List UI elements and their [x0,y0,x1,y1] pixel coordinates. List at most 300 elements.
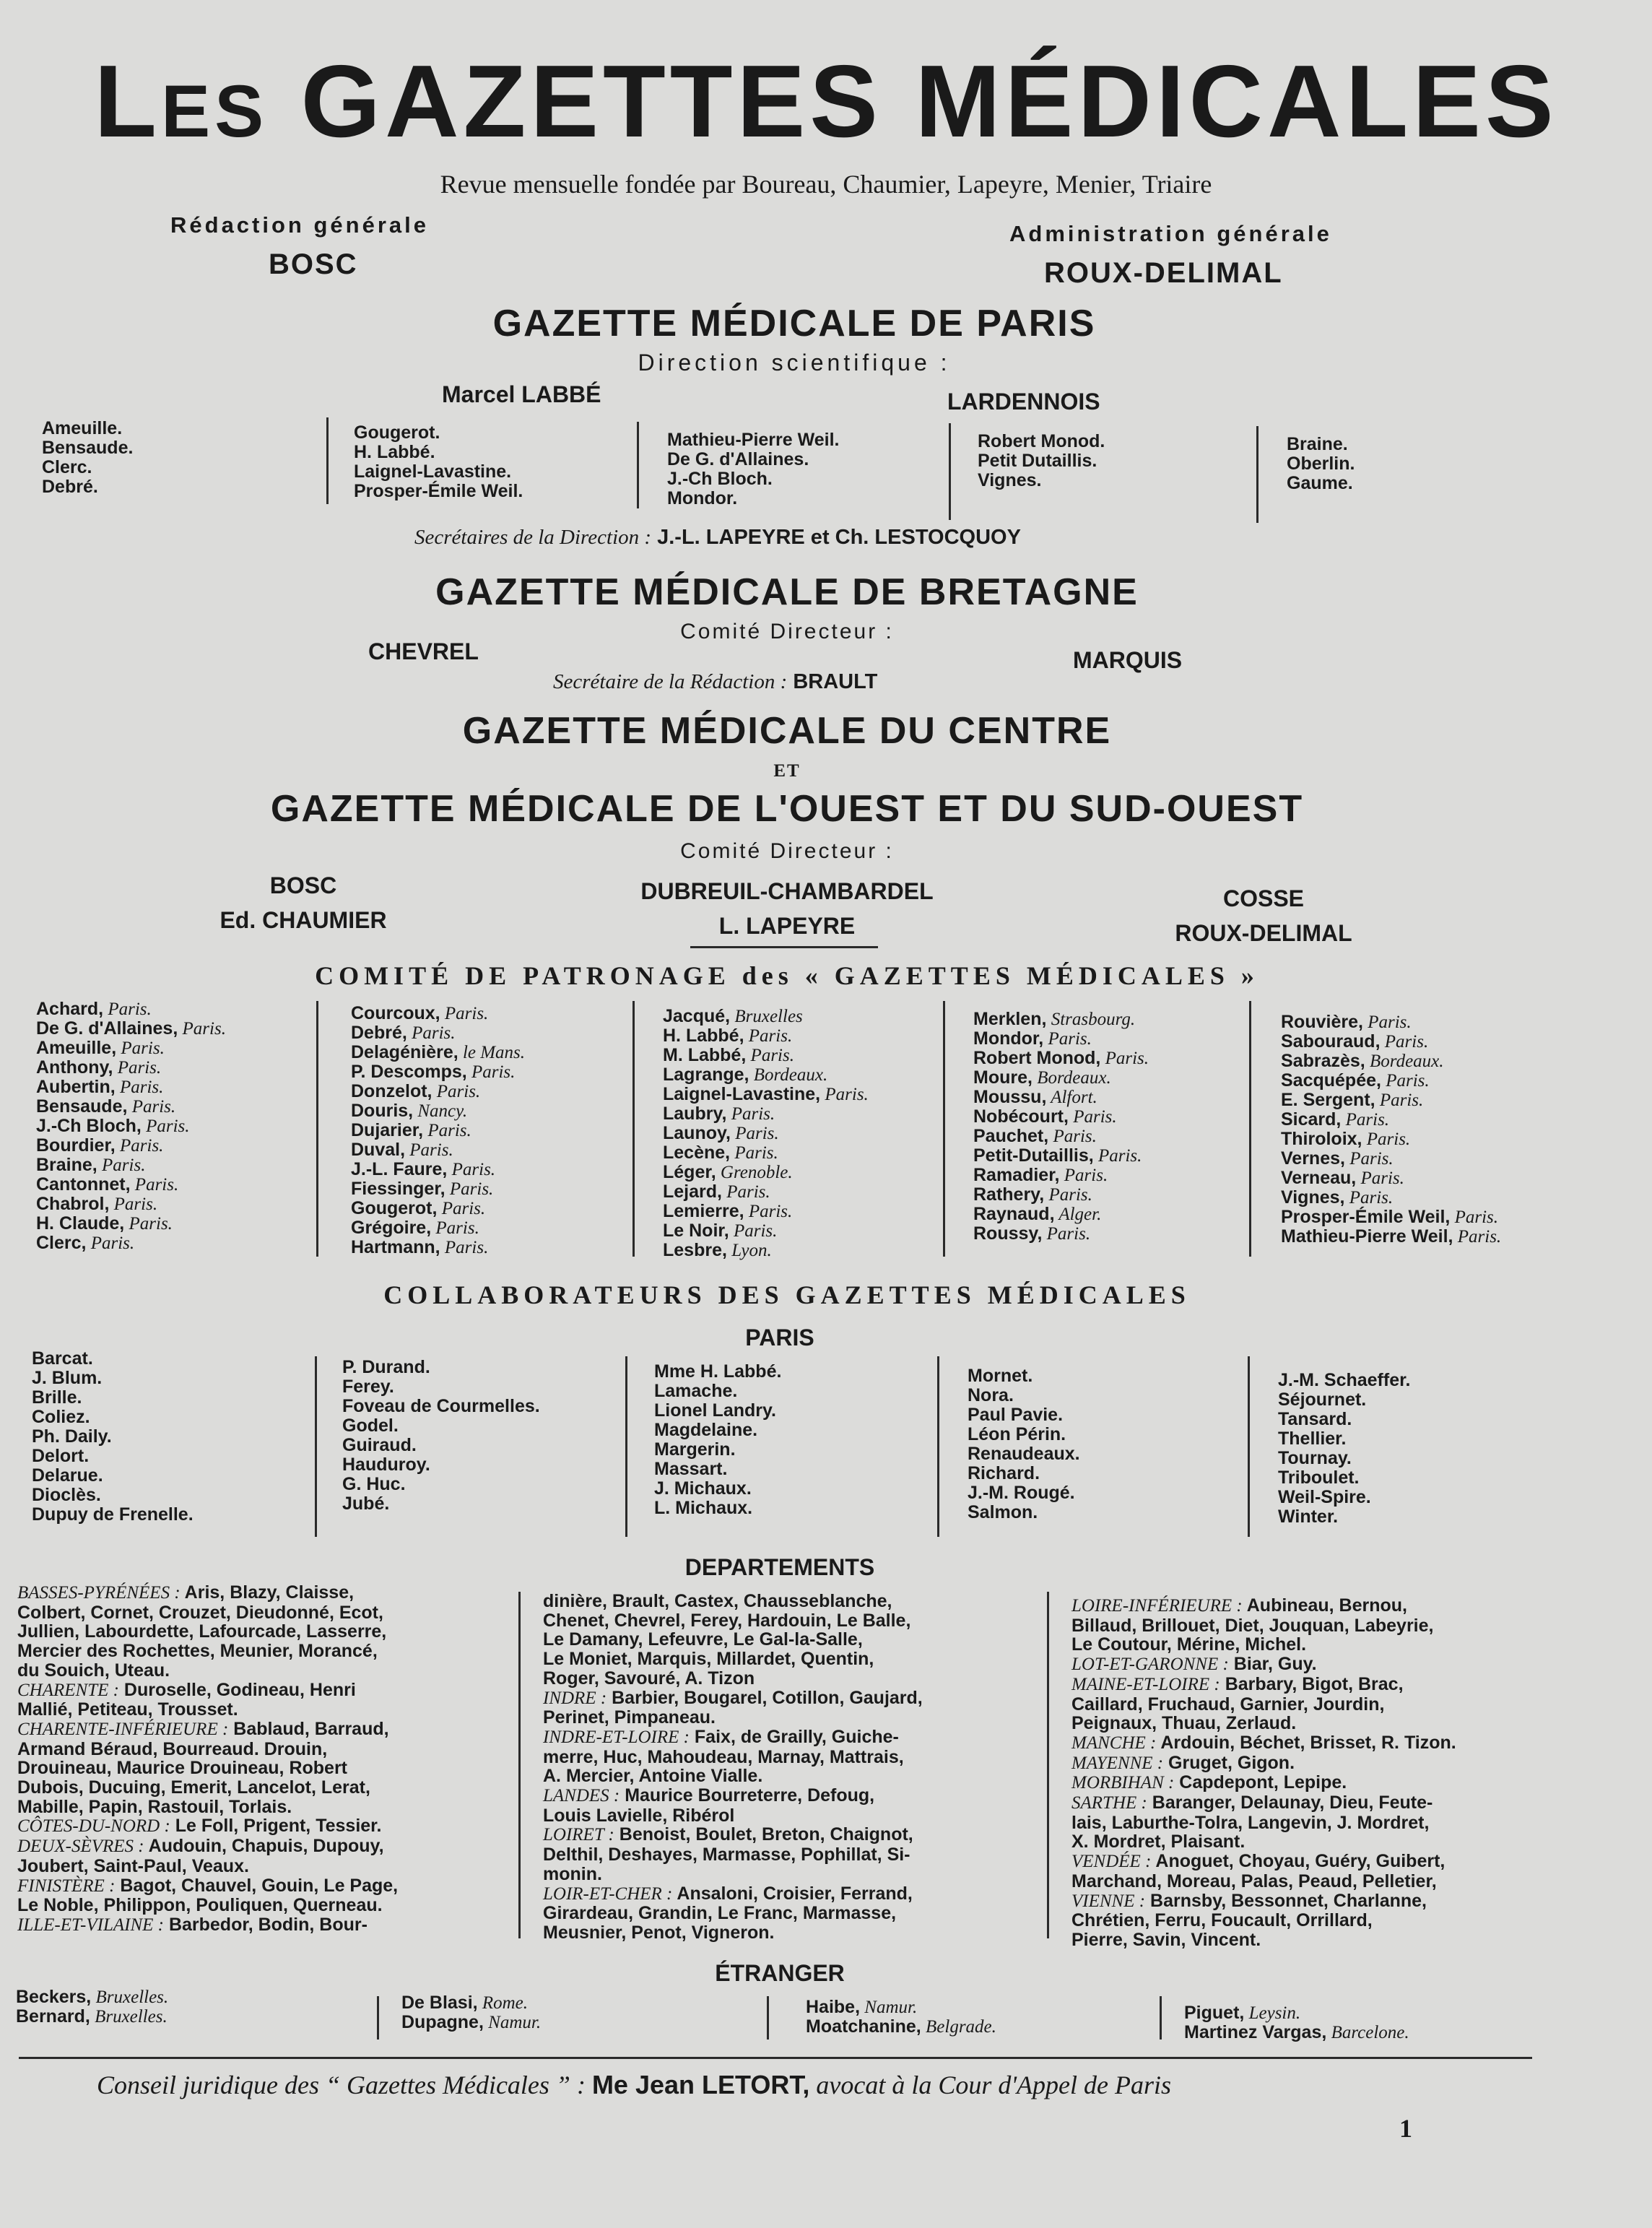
patron-entry [351,1160,525,1179]
patron-city: Paris. [447,1160,496,1179]
departement-line [1071,1773,1562,1793]
collaborator-name: Paul Pavie. [968,1405,1064,1425]
doctor-names: merre, Huc, Mahoudeau, Marnay, Mattrais, [543,1746,904,1767]
patron-name: Ameuille, [36,1038,117,1058]
patron-city: Paris. [1341,1110,1390,1130]
column-divider [767,1996,769,2040]
foreign-entry [806,1998,996,2017]
patron-city: Nancy. [413,1101,468,1121]
doctor-names: Maurice Bourreterre, Defoug, [620,1785,875,1806]
patron-city: Paris. [445,1179,494,1199]
collaborator-name: Delarue. [32,1465,103,1486]
collaborator-name: J.-M. Rougé. [968,1483,1075,1503]
committee-member: L. LAPEYRE [718,913,856,939]
doctor-names: Mallié, Petiteau, Trousset. [17,1699,238,1720]
departement-line [17,1798,508,1817]
doctor-names: X. Mordret, Plaisant. [1071,1832,1245,1852]
region-name: VENDÉE : [1071,1852,1152,1872]
collaborator-name: Winter. [1278,1507,1339,1527]
ouest-title: GAZETTE MÉDICALE DE L'OUEST ET DU SUD-OUEST [270,788,1304,830]
patron-city: Paris. [729,1221,778,1241]
patron-entry [663,1026,869,1046]
paris-column [667,430,840,508]
foreign-name: Haibe, [806,1997,861,2017]
patron-city: Paris. [407,1023,456,1043]
committee-member: BOSC [269,872,337,898]
patron-city: Paris. [130,1175,179,1195]
patron-city: Paris. [109,1195,158,1214]
departement-line [17,1661,508,1681]
patron-city: Paris. [440,1004,489,1023]
foreign-city: Bruxelles. [90,2007,168,2027]
patronage-column [351,1004,525,1257]
doctor-names: monin. [543,1863,602,1884]
patron-city: Bordeaux. [1365,1052,1444,1071]
patron-name: Aubertin, [36,1077,116,1097]
collaborator-name: Ferey. [342,1377,394,1397]
patron-city: Paris. [124,1214,173,1234]
patron-entry [36,1156,226,1175]
departements-column [17,1583,508,1936]
patron-city: Paris. [431,1218,479,1238]
patron-entry [663,1182,869,1202]
departement-line [543,1708,1034,1728]
doctor-names: lais, Laburthe-Tolra, Langevin, J. Mordret, [1071,1812,1430,1833]
patron-name: Petit-Dutaillis, [973,1145,1094,1166]
collaborator-name: Lionel Landry. [654,1400,776,1421]
patron-name: Moure, [973,1067,1032,1088]
patron-city: Alger. [1054,1205,1102,1224]
patron-entry [351,1101,525,1121]
patron-name: Anthony, [36,1057,113,1078]
patron-name: Fiessinger, [351,1179,445,1199]
departement-line [1071,1832,1562,1852]
paris-director: Marcel LABBÉ [442,381,601,407]
departement-line [1071,1911,1562,1930]
collaborator-name: Léon Périn. [968,1424,1066,1444]
patron-city: Paris. [726,1104,775,1124]
patron-name: Launoy, [663,1123,731,1143]
page-number: 1 [1399,2114,1412,2143]
patron-entry [973,1068,1149,1088]
doctor-names: Drouineau, Maurice Drouineau, Robert [17,1758,348,1779]
doctor-names: Colbert, Cornet, Crouzet, Dieudonné, Ecot, [17,1602,383,1623]
region-name: LOIR-ET-CHER : [543,1884,673,1904]
departement-line [543,1884,1034,1904]
collaborator-name: J.-M. Schaeffer. [1278,1370,1411,1390]
departement-line [543,1669,1034,1689]
region-name: LANDES : [543,1786,620,1806]
foreign-name: Martinez Vargas, [1184,2022,1327,2042]
departement-line [543,1767,1034,1786]
patron-entry [1281,1208,1501,1227]
departement-line [543,1806,1034,1826]
patron-entry [1281,1110,1501,1130]
patron-name: E. Sergent, [1281,1090,1375,1110]
patron-entry [663,1163,869,1182]
patron-name: Jacqué, [663,1006,731,1026]
collaborator-name: Renaudeaux. [968,1444,1080,1464]
patron-name: Bensaude, [36,1096,128,1117]
patron-city: Paris. [820,1085,869,1104]
centre-members-left [166,868,440,937]
departement-line [17,1816,508,1837]
region-name: MANCHE : [1071,1733,1157,1753]
column-divider [943,1001,945,1257]
patron-entry [663,1085,869,1104]
column-divider [637,422,639,508]
foreign-entry [1184,2023,1409,2042]
patron-entry [351,1140,525,1160]
patron-entry [1281,1169,1501,1188]
collaborator-name: J. Blum. [32,1368,103,1388]
departement-line [17,1837,508,1857]
patron-entry [351,1238,525,1257]
doctor-names: dinière, Brault, Castex, Chausseblanche, [543,1591,892,1611]
column-divider [937,1356,939,1537]
departement-line [17,1583,508,1603]
doctor-names: Jullien, Labourdette, Lafourcade, Lasserre, [17,1621,387,1642]
column-divider [949,423,951,520]
patronage-title: COMITÉ DE PATRONAGE des « GAZETTES MÉDICALES » [315,961,1259,990]
patron-entry [351,1004,525,1023]
patron-name: Merklen, [973,1009,1047,1029]
foreign-entry [16,1988,168,2007]
departement-line [1071,1754,1562,1774]
patron-city: Paris. [1093,1146,1142,1166]
masthead-subtitle: Revue mensuelle fondée par Boureau, Chaumier, Lapeyre, Menier, Triaire [440,170,1212,199]
collaborateurs-column [1278,1371,1410,1527]
patron-name: Moussu, [973,1087,1047,1107]
patron-entry [663,1046,869,1065]
departement-line [543,1748,1034,1767]
etranger-column [806,1998,996,2037]
column-divider [316,1001,318,1257]
foreign-city: Bruxelles. [91,1988,169,2007]
collaborator-name: Margerin. [654,1439,736,1460]
departement-line [1071,1655,1562,1675]
etranger-column [16,1988,168,2027]
collaborator-name: Guiraud. [342,1435,417,1455]
patron-city: Paris. [1068,1107,1117,1127]
patron-entry [36,1175,226,1195]
patron-name: Roussy, [973,1223,1043,1244]
doctor-names: Audouin, Chapuis, Dupouy, [144,1836,384,1857]
region-name: VIENNE : [1071,1891,1146,1911]
foreign-name: Piguet, [1184,2003,1245,2023]
patron-city: Paris. [466,1062,516,1082]
doctor-names: Faix, de Grailly, Guiche- [689,1726,899,1747]
patron-entry [663,1221,869,1241]
collaborator-name: Coliez. [32,1407,90,1427]
column-divider [632,1001,635,1257]
patron-city: Paris. [1362,1013,1412,1032]
patron-name: Cantonnet, [36,1174,131,1195]
paris-director: LARDENNOIS [947,389,1100,415]
doctor-names: Armand Béraud, Bourreaud. Drouin, [17,1738,328,1759]
patron-entry [351,1121,525,1140]
patron-name: Hartmann, [351,1237,440,1257]
patron-city: Paris. [744,1026,793,1046]
departement-line [543,1825,1034,1845]
patron-city: Paris. [1453,1227,1502,1247]
patron-name: Courcoux, [351,1003,440,1023]
patron-city: Paris. [1362,1130,1411,1149]
paris-title: GAZETTE MÉDICALE DE PARIS [492,303,1096,344]
doctor-names: Billaud, Brillouet, Diet, Jouquan, Labeyrie, [1071,1615,1434,1636]
collaborator-name: Nora. [968,1385,1014,1405]
departement-line [17,1681,508,1701]
departement-line [1071,1930,1562,1950]
foreign-city: Namur. [860,1998,918,2017]
region-name: LOIRET : [543,1825,614,1845]
patron-name: Mondor, [973,1028,1044,1049]
person-name: Laignel-Lavastine. [354,461,512,482]
doctor-names: Gruget, Gigon. [1163,1752,1295,1773]
doctor-names: Perinet, Pimpaneau. [543,1707,716,1728]
doctor-names: Barnsby, Bessonnet, Charlanne, [1145,1890,1427,1911]
foreign-name: Dupagne, [401,2012,484,2032]
doctor-names: Roger, Savouré, A. Tizon [543,1668,755,1689]
foreign-city: Rome. [477,1993,529,2013]
patron-name: Pauchet, [973,1126,1049,1146]
patron-entry [973,1010,1149,1029]
departement-line [543,1865,1034,1884]
region-name: SARTHE : [1071,1793,1147,1813]
patron-city: Paris. [1100,1049,1149,1068]
patron-entry [36,1000,226,1019]
patron-entry [1281,1130,1501,1149]
departement-line [543,1630,1034,1650]
bretagne-secretary: Secrétaire de la Rédaction : BRAULT [553,670,878,693]
patron-entry [663,1007,869,1026]
departement-line [543,1904,1034,1923]
person-name: Debré. [42,477,98,497]
column-divider [1249,1001,1251,1257]
doctor-names: Mercier des Rochettes, Meunier, Morancé, [17,1641,378,1662]
patron-city: Paris. [1043,1029,1092,1049]
departements-label: DEPARTEMENTS [684,1554,875,1580]
departement-line [543,1786,1034,1806]
patron-name: Laignel-Lavastine, [663,1084,821,1104]
collaborator-name: Brille. [32,1387,82,1408]
patron-entry [36,1136,226,1156]
departements-column [543,1592,1034,1943]
person-name: Petit Dutaillis. [978,451,1097,471]
doctor-names: Anoguet, Choyau, Guéry, Guibert, [1151,1851,1446,1872]
collaborator-name: Mme H. Labbé. [654,1361,782,1382]
patron-city: Paris. [437,1199,486,1218]
patron-city: Strasbourg. [1046,1010,1136,1029]
patron-city: Paris. [115,1078,164,1097]
patron-city: Paris. [1048,1127,1097,1146]
collaborator-name: Magdelaine. [654,1420,758,1440]
patron-name: Thiroloix, [1281,1129,1362,1149]
patron-entry [973,1107,1149,1127]
patron-entry [36,1117,226,1136]
patron-city: Paris. [115,1136,164,1156]
patron-entry [663,1124,869,1143]
patron-city: Paris. [116,1039,165,1058]
doctor-names: Ardouin, Béchet, Brisset, R. Tizon. [1156,1732,1456,1753]
region-name: MORBIHAN : [1071,1773,1175,1793]
etranger-column [1184,2003,1409,2042]
person-name: Ameuille. [42,418,123,438]
departement-line [1071,1695,1562,1715]
person-name: Bensaude. [42,438,134,458]
departement-line [543,1592,1034,1611]
collaborator-name: Lamache. [654,1381,738,1401]
person-name: Clerc. [42,457,92,477]
region-name: MAYENNE : [1071,1753,1164,1773]
doctor-names: Girardeau, Grandin, Le Franc, Marmasse, [543,1903,897,1924]
departement-line [17,1915,508,1936]
patron-entry [1281,1227,1501,1247]
patron-city: Paris. [440,1238,489,1257]
patron-name: Raynaud, [973,1204,1055,1224]
footer-rule [19,2057,1532,2059]
departement-line [1071,1793,1562,1813]
doctor-names: Louis Lavielle, Ribérol [543,1805,735,1826]
doctor-names: du Souich, Uteau. [17,1660,170,1681]
patron-city: Grenoble. [716,1163,793,1182]
patron-entry [973,1049,1149,1068]
patron-city: Paris. [127,1097,176,1117]
collaborator-name: Massart. [654,1459,728,1479]
patronage-column [36,1000,226,1253]
patron-entry [663,1143,869,1163]
doctor-names: Capdepont, Lepipe. [1174,1772,1347,1793]
doctor-names: Bablaud, Barraud, [228,1718,389,1739]
person-name: H. Labbé. [354,442,435,462]
collaborateurs-column [32,1349,194,1525]
patron-city: Bordeaux. [749,1065,828,1085]
collaborator-name: Barcat. [32,1348,93,1369]
patron-name: Rouvière, [1281,1012,1363,1032]
patron-entry [36,1078,226,1097]
region-name: ILLE-ET-VILAINE : [17,1915,164,1935]
person-name: Vignes. [978,470,1042,490]
patron-entry [663,1202,869,1221]
patron-name: Le Noir, [663,1221,729,1241]
patron-city: Bruxelles [730,1007,803,1026]
patron-entry [36,1019,226,1039]
patron-entry [36,1097,226,1117]
patron-entry [36,1058,226,1078]
doctor-names: Baranger, Delaunay, Dieu, Feute- [1147,1793,1433,1813]
etranger-column [401,1993,541,2032]
collaborator-name: Salmon. [968,1502,1038,1522]
departement-line [1071,1675,1562,1695]
departement-line [1071,1596,1562,1616]
redaction-label: Rédaction générale [170,212,429,238]
patron-name: Grégoire, [351,1218,432,1238]
committee-member: ROUX-DELIMAL [1175,920,1352,946]
patron-entry [973,1029,1149,1049]
departement-line [17,1720,508,1740]
doctor-names: Le Foll, Prigent, Tessier. [170,1816,382,1837]
region-name: FINISTÈRE : [17,1876,116,1896]
paris-direction-label: Direction scientifique : [638,350,951,376]
person-name: Robert Monod. [978,431,1105,451]
region-name: LOT-ET-GARONNE : [1071,1655,1229,1675]
departement-line [17,1622,508,1642]
foreign-city: Namur. [483,2013,542,2032]
patron-city: Paris. [1356,1169,1404,1188]
patron-name: Clerc, [36,1233,87,1253]
patron-city: Paris. [432,1082,481,1101]
doctor-names: Peignaux, Thuau, Zerlaud. [1071,1713,1297,1734]
patron-name: M. Labbé, [663,1045,747,1065]
centre-comite: Comité Directeur : [680,839,894,863]
collaborateurs-title: COLLABORATEURS DES GAZETTES MÉDICALES [383,1280,1191,1309]
collaborator-name: Hauduroy. [342,1455,430,1475]
foreign-name: Moatchanine, [806,2016,921,2037]
masthead-title: LES GAZETTES MÉDICALES [94,44,1558,159]
foreign-name: Bernard, [16,2006,90,2027]
patron-city: Paris. [97,1156,146,1175]
patron-entry [351,1179,525,1199]
patron-city: Paris. [1380,1032,1429,1052]
doctor-names: Barbary, Bigot, Brac, [1220,1673,1404,1694]
collaborateurs-column [654,1362,781,1518]
collaborator-name: Delort. [32,1446,90,1466]
bretagne-title: GAZETTE MÉDICALE DE BRETAGNE [435,571,1139,613]
doctor-names: Joubert, Saint-Paul, Veaux. [17,1855,249,1876]
patron-name: Ramadier, [973,1165,1060,1185]
patron-city: Paris. [1450,1208,1499,1227]
column-divider [315,1356,317,1537]
doctor-names: Duroselle, Godineau, Henri [118,1679,356,1700]
departement-line [1071,1714,1562,1733]
patron-entry [973,1185,1149,1205]
patron-entry [1281,1091,1501,1110]
patron-name: Sabrazès, [1281,1051,1365,1071]
departement-line [1071,1852,1562,1872]
patron-name: Gougerot, [351,1198,438,1218]
centre-members-right [1126,881,1401,950]
region-name: MAINE-ET-LOIRE : [1071,1674,1220,1694]
paris-column [1287,435,1355,493]
doctor-names: A. Mercier, Antoine Vialle. [543,1766,763,1787]
collaborator-name: P. Durand. [342,1357,430,1377]
patron-city: Paris. [113,1058,162,1078]
patron-name: Debré, [351,1023,407,1043]
patron-name: Duval, [351,1140,406,1160]
collaborator-name: Godel. [342,1416,399,1436]
patron-city: Paris. [730,1143,778,1163]
redaction-name: BOSC [269,248,358,280]
departement-line [1071,1733,1562,1754]
departement-line [543,1845,1034,1865]
column-divider [1248,1356,1250,1537]
doctor-names: Le Damany, Lefeuvre, Le Gal-la-Salle, [543,1629,863,1650]
departement-line [1071,1813,1562,1833]
patron-city: Alfort. [1046,1088,1097,1107]
patron-name: Lagrange, [663,1065,749,1085]
region-name: BASSES-PYRÉNÉES : [17,1583,181,1603]
collaborator-name: Thellier. [1278,1429,1347,1449]
patron-city: Paris. [423,1121,471,1140]
doctor-names: Le Coutour, Mérine, Michel. [1071,1634,1307,1655]
patron-city: Paris. [744,1202,793,1221]
patron-entry [973,1205,1149,1224]
doctor-names: Mabille, Papin, Rastouil, Torlais. [17,1796,292,1817]
column-divider [625,1356,627,1537]
region-name: CHARENTE-INFÉRIEURE : [17,1719,229,1739]
patron-entry [663,1241,869,1260]
patron-name: Delagénière, [351,1042,458,1062]
